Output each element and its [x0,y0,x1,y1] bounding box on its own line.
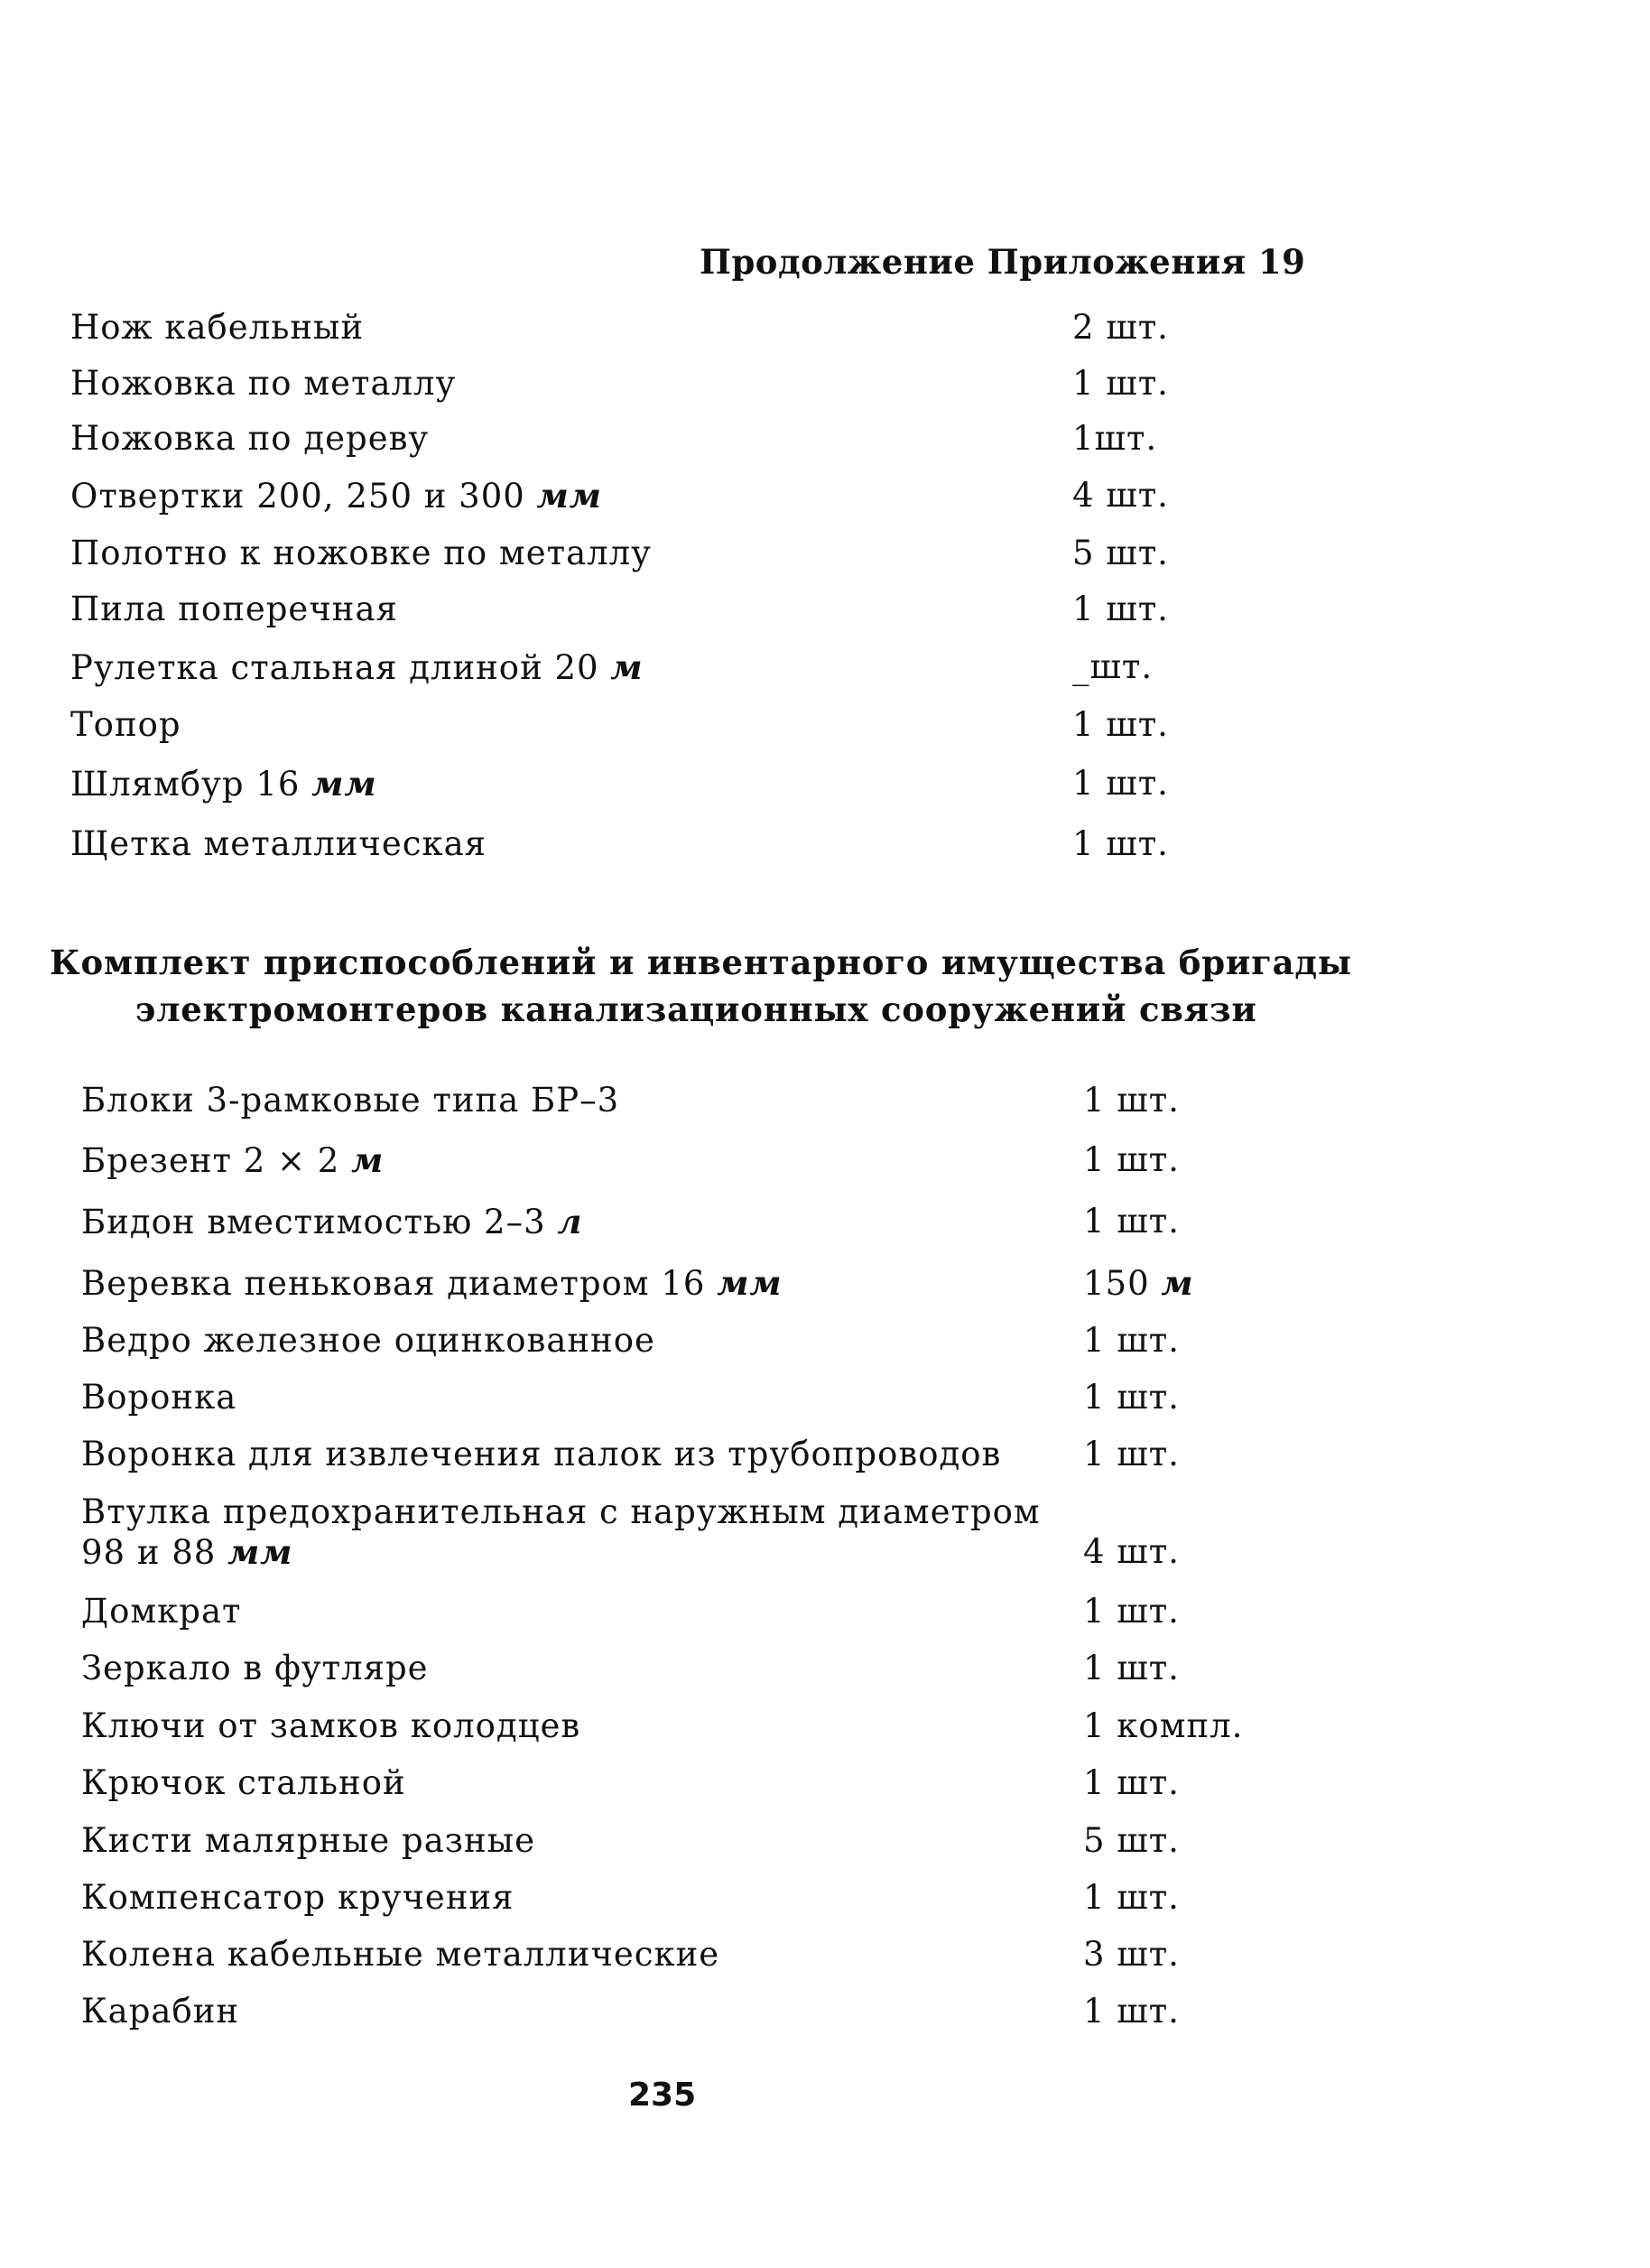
continuation-heading: Продолжение Приложения 19 [700,242,1306,282]
item-quantity [1083,1262,1194,1305]
list-item [81,1377,1180,1418]
section-title-line-1: Комплект приспособлений и инвентарного имущества бригады [50,943,1352,982]
item-name: Щетка металлическая [70,824,487,863]
page-number: 235 [628,2077,697,2114]
item-name: Веревка пеньковая диаметром 16 [81,1264,718,1303]
item-quantity [1072,646,1153,688]
item-quantity [1072,704,1169,746]
item-quantity-value: 150 [1083,1264,1162,1303]
item-quantity [1083,1201,1180,1242]
item-name: Пила поперечная [70,590,398,628]
item-unit: м [351,1140,385,1180]
item-quantity [1072,475,1169,516]
item-name: Ведро железное оцинкованное [81,1321,655,1360]
item-quantity [1083,1762,1180,1804]
item-quantity-value: 2 шт. [1072,308,1169,347]
section-title-line-2: электромонтеров канализационных сооружений связи [135,990,1257,1029]
item-unit: мм [717,1263,783,1303]
list-item [81,1991,1180,2032]
item-quantity [1083,1648,1180,1689]
list-item [81,1531,1180,1574]
item-quantity-value: 1 шт. [1083,1140,1180,1179]
item-unit: мм [311,764,377,804]
item-quantity-value: 3 шт. [1083,1935,1180,1974]
item-quantity [1083,1080,1180,1121]
item-quantity [1083,1820,1180,1862]
item-name: Ножовка по дереву [70,419,430,458]
item-quantity-unit: м [1161,1263,1194,1303]
item-name: Рулетка стальная длиной 20 [70,648,611,687]
list-item [70,418,1158,460]
item-quantity [1072,418,1157,460]
item-quantity-value: 1 шт. [1083,1321,1180,1360]
list-item [81,1080,1180,1121]
item-quantity-value: 1 шт. [1083,1649,1180,1687]
item-quantity [1083,1434,1180,1475]
item-name: Полотно к ножовке по металлу [70,534,652,572]
item-quantity [1083,1591,1180,1632]
item-name: Домкрат [81,1592,242,1631]
item-name: Воронка для извлечения палок из трубопроводов [81,1435,1002,1473]
item-quantity-value: 1 шт. [1083,1378,1180,1417]
item-name: Шлямбур 16 [70,765,312,804]
item-quantity [1083,1991,1180,2032]
item-quantity-value: 1шт. [1072,419,1158,458]
item-quantity [1072,307,1169,349]
item-quantity-value: 5 шт. [1083,1821,1180,1860]
list-item [70,589,1169,630]
item-unit: мм [536,476,602,516]
item-quantity-value: 1 шт. [1072,364,1169,403]
list-item [81,1648,1180,1689]
item-quantity [1083,1877,1180,1919]
item-quantity [1083,1706,1243,1747]
item-name: Втулка предохранительная с наружным диаметром [81,1492,1041,1531]
item-quantity [1083,1934,1180,1975]
item-name: Ножовка по металлу [70,364,457,403]
item-name: Отвертки 200, 250 и 300 [70,477,537,516]
item-quantity-value: 1 шт. [1083,1763,1180,1802]
item-quantity-value: 1 шт. [1083,1081,1180,1120]
item-quantity-value: 1 шт. [1072,705,1169,744]
list-item [70,475,1169,517]
item-quantity [1083,1377,1180,1418]
section-title [0,939,1650,1033]
item-name: Блоки 3-рамковые типа БР–3 [81,1081,620,1120]
item-quantity-value: 1 шт. [1083,1878,1180,1917]
list-item [81,1201,1180,1243]
list-item [81,1320,1180,1362]
item-quantity-value: 1 шт. [1083,1435,1180,1473]
list-item [70,823,1169,865]
item-name: Карабин [81,1992,240,2031]
item-unit: мм [227,1532,293,1572]
item-name: Колена кабельные металлические [81,1935,720,1974]
item-name: Бидон вместимостью 2–3 [81,1203,558,1241]
list-item [81,1877,1180,1919]
list-item [81,1591,1180,1632]
item-quantity-value: 1 шт. [1083,1202,1180,1241]
item-quantity [1072,763,1169,804]
item-unit: л [557,1202,583,1241]
item-name: Крючок стальной [81,1763,406,1802]
list-item [81,1820,1180,1862]
list-item [81,1262,1194,1305]
item-quantity-value: 5 шт. [1072,534,1169,572]
item-quantity [1083,1139,1180,1181]
list-item [70,646,1154,689]
item-quantity-value: 1 шт. [1072,824,1169,863]
item-name: Кисти малярные разные [81,1821,535,1860]
item-quantity [1072,363,1169,404]
item-quantity [1072,589,1169,630]
list-item [70,363,1169,404]
item-name: Зеркало в футляре [81,1649,429,1687]
item-name: Нож кабельный [70,308,365,347]
item-name: Воронка [81,1378,237,1417]
list-item [81,1934,1180,1975]
item-name: Ключи от замков колодцев [81,1706,581,1745]
list-item [81,1434,1180,1475]
list-item [81,1492,1041,1533]
item-quantity-value: 4 шт. [1083,1532,1180,1571]
list-item [70,763,1169,805]
item-quantity [1083,1531,1180,1573]
list-item [70,307,1169,349]
item-quantity-value: 1 компл. [1083,1706,1244,1745]
item-quantity-value: 1 шт. [1083,1992,1180,2031]
item-quantity [1072,823,1169,865]
item-name: Брезент 2 × 2 [81,1141,352,1180]
list-item [81,1706,1244,1747]
item-quantity-value: _шт. [1072,647,1154,686]
item-name: Топор [70,705,181,744]
list-item [70,533,1169,574]
item-unit: м [610,647,644,687]
list-item [81,1762,1180,1804]
item-quantity-value: 1 шт. [1072,590,1169,628]
item-quantity-value: 1 шт. [1083,1592,1180,1631]
item-quantity [1072,533,1169,574]
item-quantity-value: 1 шт. [1072,764,1169,803]
item-name: Компенсатор кручения [81,1878,514,1917]
list-item [81,1139,1180,1182]
item-quantity [1083,1320,1180,1362]
list-item [70,704,1169,746]
item-name: 98 и 88 [81,1533,228,1572]
item-quantity-value: 4 шт. [1072,476,1169,515]
